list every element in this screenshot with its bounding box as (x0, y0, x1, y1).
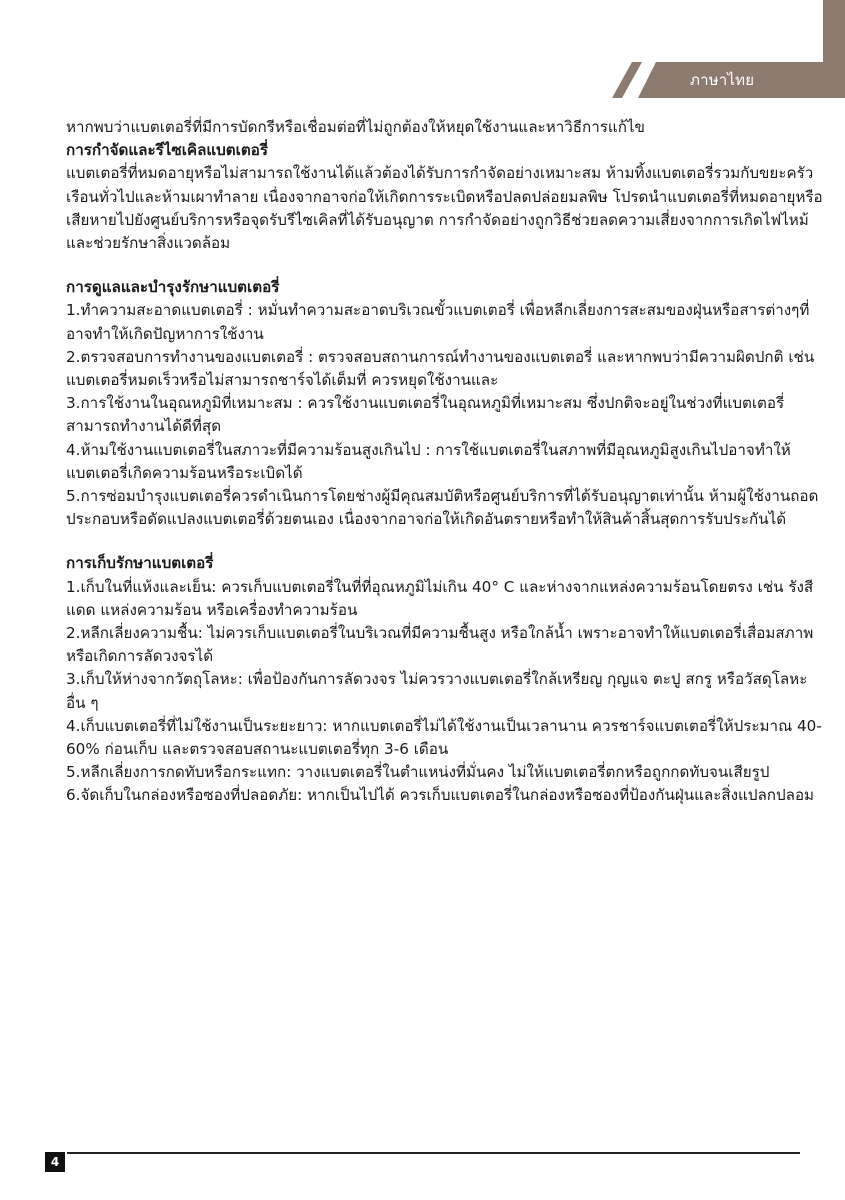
intro-paragraph: หากพบว่าแบตเตอรี่ที่มีการบัดกรีหรือเชื่อมต่อที่ไม่ถูกต้องให้หยุดใช้งานและหาวิธีการแก้ไข (66, 118, 645, 136)
maintenance-item: 2.ตรวจสอบการทำงานของแบตเตอรี่ : ตรวจสอบสถานการณ์ทำงานของแบตเตอรี่ และหากพบว่ามีความผิดปกติ เช่น แบตเตอรี่หมดเร็วหรือไม่สามารถชาร์จได้เต็มที่ ควรหยุดใช้งานและ (66, 347, 815, 390)
storage-item: 4.เก็บแบตเตอรี่ที่ไม่ใช้งานเป็นระยะยาว: หากแบตเตอรี่ไม่ได้ใช้งานเป็นเวลานาน ควรชาร์จแบตเตอรี่ให้ประมาณ 40-60% ก่อนเก็บ และตรวจสอบสถานะแบตเตอรี่ทุก 3-6 เดือน (66, 716, 822, 759)
page-content (66, 116, 826, 808)
storage-heading: การเก็บรักษาแบตเตอรี่ (66, 554, 214, 573)
language-label: ภาษาไทย (690, 71, 755, 89)
maintenance-item: 1.ทำความสะอาดแบตเตอรี่ : หมั่นทำความสะอาดบริเวณขั้วแบตเตอรี่ เพื่อหลีกเลี่ยงการสะสมของฝุ่นหรือสารต่างๆที่อาจทำให้เกิดปัญหาการใช้งาน (66, 301, 810, 343)
page-number: 4 (45, 1152, 65, 1172)
disposal-heading: การกำจัดและรีไซเคิลแบตเตอรี่ (66, 141, 269, 160)
storage-item: 6.จัดเก็บในกล่องหรือซองที่ปลอดภัย: หากเป็นไปได้ ควรเก็บแบตเตอรี่ในกล่องหรือซองที่ป้องกันฝุ่นและสิ่งแปลกปลอม (66, 786, 815, 805)
section-spacer (66, 255, 826, 276)
header-corner-tab (823, 0, 845, 62)
section-spacer (66, 531, 826, 552)
storage-item: 1.เก็บในที่แห้งและเย็น: ควรเก็บแบตเตอรี่ในที่ที่อุณหภูมิไม่เกิน 40° C และห่างจากแหล่งความร้อนโดยตรง เช่น รังสีแดด แหล่งความร้อน หรือเครื่องทำความร้อน (66, 577, 814, 619)
page-footer (45, 1152, 800, 1172)
footer-rule (67, 1152, 800, 1154)
storage-item: 2.หลีกเลี่ยงความชื้น: ไม่ควรเก็บแบตเตอรี่ในบริเวณที่มีความชื้นสูง หรือใกล้น้ำ เพราะอาจทำให้แบตเตอรี่เสื่อมสภาพหรือเกิดการลัดวงจรได้ (66, 624, 814, 666)
storage-item: 5.หลีกเลี่ยงการกดทับหรือกระแทก: วางแบตเตอรี่ในตำแหน่งที่มั่นคง ไม่ให้แบตเตอรี่ตกหรือถูกกดทับจนเสียรูป (66, 763, 770, 782)
maintenance-item: 3.การใช้งานในอุณหภูมิที่เหมาะสม : ควรใช้งานแบตเตอรี่ในอุณหภูมิที่เหมาะสม ซึ่งปกติจะอยู่ในช่วงที่แบตเตอรี่สามารถทำงานได้ดีที่สุด (66, 394, 785, 436)
maintenance-item: 5.การซ่อมบำรุงแบตเตอรี่ควรดำเนินการโดยช่างผู้มีคุณสมบัติหรือศูนย์บริการที่ได้รับอนุญาตเท่านั้น ห้ามผู้ใช้งานถอดประกอบหรือดัดแปลงแบตเตอรี่ด้วยตนเอง เนื่องจากอาจก่อให้เกิดอันตรายหรือทำให้สินค้าสิ้นสุดการรับประกันได้ (66, 487, 819, 529)
disposal-paragraph: แบตเตอรี่ที่หมดอายุหรือไม่สามารถใช้งานได้แล้วต้องได้รับการกำจัดอย่างเหมาะสม ห้ามทิ้งแบตเตอรี่รวมกับขยะครัวเรือนทั่วไปและห้ามเผาทำลาย เนื่องจากอาจก่อให้เกิดการระเบิดหรือปลดปล่อยมลพิษ โปรดนำแบตเตอรี่ที่หมดอายุหรือเสียหายไปยังศูนย์บริการหรือจุดรับรีไซเคิลที่ได้รับอนุญาต การกำจัดอย่างถูกวิธีช่วยลดความเสี่ยงจากการเกิดไฟไหม้และช่วยรักษาสิ่งแวดล้อม (66, 164, 823, 253)
maintenance-item: 4.ห้ามใช้งานแบตเตอรี่ในสภาวะที่มีความร้อนสูงเกินไป : การใช้แบตเตอรี่ในสภาพที่มีอุณหภูมิสูงเกินไปอาจทำให้แบตเตอรี่เกิดความร้อนหรือระเบิดได้ (66, 440, 791, 482)
storage-item: 3.เก็บให้ห่างจากวัตถุโลหะ: เพื่อป้องกันการลัดวงจร ไม่ควรวางแบตเตอรี่ใกล้เหรียญ กุญแจ ตะปู สกรู หรือวัสดุโลหะอื่น ๆ (66, 670, 808, 712)
maintenance-heading: การดูแลและบำรุงรักษาแบตเตอรี่ (66, 278, 280, 297)
header-light-stripe (612, 62, 642, 98)
